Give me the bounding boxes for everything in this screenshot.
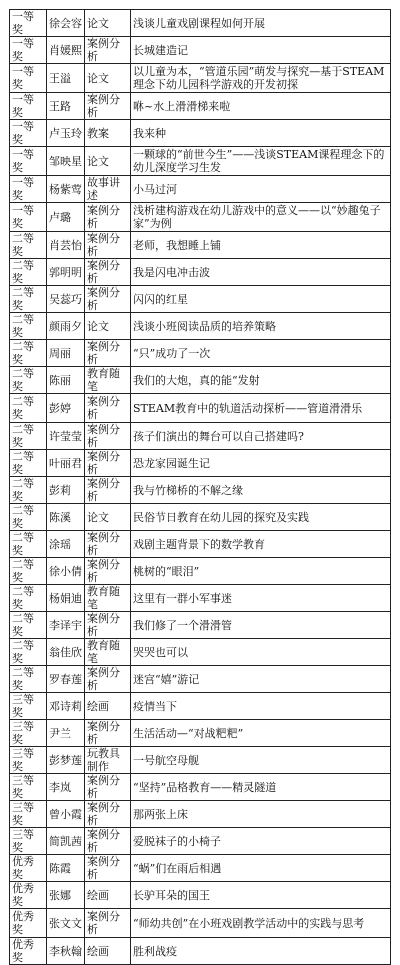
category-cell: 案例分析: [85, 394, 131, 423]
award-cell: 二等奖: [10, 313, 47, 340]
title-cell: 哭哭也可以: [131, 639, 391, 666]
table-row: [10, 938, 391, 965]
name-cell: 彭梦莲: [47, 747, 85, 774]
name-cell: 肖媛熙: [47, 37, 85, 64]
award-cell: 一等奖: [10, 120, 47, 147]
name-cell: 杨娟迪: [47, 585, 85, 612]
table-row: [10, 340, 391, 367]
category-cell: 案例分析: [85, 666, 131, 693]
table-row: [10, 504, 391, 531]
name-cell: 李岚: [47, 774, 85, 801]
category-cell: 玩教具制作: [85, 747, 131, 774]
award-cell: 一等奖: [10, 147, 47, 176]
title-cell: 一号航空母舰: [131, 747, 391, 774]
table-row: [10, 639, 391, 666]
name-cell: 陈溪: [47, 504, 85, 531]
award-cell: 优秀奖: [10, 882, 47, 909]
title-cell: 一颗球的“前世今生”——浅谈STEAM课程理念下的幼儿深度学习生发: [131, 147, 391, 176]
award-cell: 二等奖: [10, 450, 47, 477]
title-cell: “坚持”品格教育——精灵隧道: [131, 774, 391, 801]
category-cell: 绘画: [85, 938, 131, 965]
category-cell: 案例分析: [85, 286, 131, 313]
category-cell: 案例分析: [85, 855, 131, 882]
table-row: [10, 394, 391, 423]
award-cell: 二等奖: [10, 367, 47, 394]
award-cell: 三等奖: [10, 801, 47, 828]
name-cell: 郭明明: [47, 259, 85, 286]
name-cell: 邓诗莉: [47, 693, 85, 720]
title-cell: 民俗节日教育在幼儿园的探究及实践: [131, 504, 391, 531]
title-cell: 那两张上床: [131, 801, 391, 828]
category-cell: 案例分析: [85, 801, 131, 828]
name-cell: 彭莉: [47, 477, 85, 504]
table-row: [10, 450, 391, 477]
category-cell: 教案: [85, 120, 131, 147]
category-cell: 故事讲述: [85, 176, 131, 203]
award-cell: 一等奖: [10, 93, 47, 120]
category-cell: 案例分析: [85, 450, 131, 477]
title-cell: 恐龙家园诞生记: [131, 450, 391, 477]
title-cell: 长城建造记: [131, 37, 391, 64]
award-cell: 二等奖: [10, 477, 47, 504]
award-cell: 三等奖: [10, 828, 47, 855]
title-cell: 我来种: [131, 120, 391, 147]
table-row: [10, 313, 391, 340]
title-cell: 浅谈儿童戏剧课程如何开展: [131, 10, 391, 37]
category-cell: 案例分析: [85, 259, 131, 286]
name-cell: 李译宇: [47, 612, 85, 639]
name-cell: 彭婷: [47, 394, 85, 423]
category-cell: 论文: [85, 64, 131, 93]
award-cell: 二等奖: [10, 259, 47, 286]
title-cell: 浅谈小班阅读品质的培养策略: [131, 313, 391, 340]
table-row: [10, 531, 391, 558]
category-cell: 教育随笔: [85, 639, 131, 666]
title-cell: 我与竹梯桥的不解之缘: [131, 477, 391, 504]
name-cell: 肖芸怡: [47, 232, 85, 259]
title-cell: 这里有一群小军事迷: [131, 585, 391, 612]
award-cell: 一等奖: [10, 37, 47, 64]
name-cell: 邹映星: [47, 147, 85, 176]
category-cell: 案例分析: [85, 232, 131, 259]
category-cell: 案例分析: [85, 531, 131, 558]
title-cell: “师幼共创”在小班戏剧教学活动中的实践与思考: [131, 909, 391, 938]
award-cell: 优秀奖: [10, 909, 47, 938]
title-cell: 生活活动—“对战粑粑”: [131, 720, 391, 747]
table-row: [10, 93, 391, 120]
name-cell: 许莹莹: [47, 423, 85, 450]
name-cell: 王溢: [47, 64, 85, 93]
table-row: [10, 64, 391, 93]
category-cell: 论文: [85, 504, 131, 531]
award-cell: 三等奖: [10, 774, 47, 801]
category-cell: 案例分析: [85, 340, 131, 367]
table-row: [10, 367, 391, 394]
table-row: [10, 882, 391, 909]
award-cell: 二等奖: [10, 531, 47, 558]
table-row: [10, 612, 391, 639]
name-cell: 叶丽君: [47, 450, 85, 477]
award-cell: 三等奖: [10, 693, 47, 720]
category-cell: 案例分析: [85, 909, 131, 938]
title-cell: 咻~水上滑滑梯来啦: [131, 93, 391, 120]
awards-table-body: [10, 10, 391, 965]
title-cell: 闪闪的红星: [131, 286, 391, 313]
title-cell: 我们的大炮，真的能“发射: [131, 367, 391, 394]
award-cell: 三等奖: [10, 747, 47, 774]
award-cell: 三等奖: [10, 720, 47, 747]
name-cell: 徐会容: [47, 10, 85, 37]
name-cell: 徐小倩: [47, 558, 85, 585]
title-cell: 迷宫“嬉”游记: [131, 666, 391, 693]
category-cell: 案例分析: [85, 203, 131, 232]
table-row: [10, 909, 391, 938]
table-row: [10, 37, 391, 64]
category-cell: 案例分析: [85, 612, 131, 639]
title-cell: 浅析建构游戏在幼儿游戏中的意义——以“妙趣兔子家”为例: [131, 203, 391, 232]
name-cell: 王路: [47, 93, 85, 120]
award-cell: 优秀奖: [10, 855, 47, 882]
table-row: [10, 286, 391, 313]
table-row: [10, 232, 391, 259]
table-row: [10, 10, 391, 37]
table-row: [10, 259, 391, 286]
table-row: [10, 801, 391, 828]
title-cell: 戏剧主题背景下的数学教育: [131, 531, 391, 558]
category-cell: 案例分析: [85, 477, 131, 504]
table-row: [10, 720, 391, 747]
award-cell: 优秀奖: [10, 938, 47, 965]
table-row: [10, 747, 391, 774]
table-row: [10, 203, 391, 232]
table-row: [10, 120, 391, 147]
name-cell: 陈丽: [47, 367, 85, 394]
award-cell: 一等奖: [10, 64, 47, 93]
table-row: [10, 774, 391, 801]
name-cell: 简凯茜: [47, 828, 85, 855]
title-cell: 爱脱袜子的小椅子: [131, 828, 391, 855]
title-cell: 胜利战疫: [131, 938, 391, 965]
table-row: [10, 477, 391, 504]
title-cell: STEAM教育中的轨道活动探析——管道滑滑乐: [131, 394, 391, 423]
title-cell: 孩子们演出的舞台可以自己搭建吗?: [131, 423, 391, 450]
table-row: [10, 585, 391, 612]
title-cell: 以儿童为本，“管道乐园”萌发与探究—基于STEAM理念下幼儿园科学游戏的开发初探: [131, 64, 391, 93]
name-cell: 李秋翰: [47, 938, 85, 965]
title-cell: 长驴耳朵的国王: [131, 882, 391, 909]
award-cell: 二等奖: [10, 423, 47, 450]
name-cell: 罗春莲: [47, 666, 85, 693]
award-cell: 二等奖: [10, 286, 47, 313]
award-cell: 二等奖: [10, 340, 47, 367]
awards-table: [9, 9, 391, 965]
table-row: [10, 423, 391, 450]
category-cell: 案例分析: [85, 37, 131, 64]
name-cell: 周丽: [47, 340, 85, 367]
name-cell: 张文文: [47, 909, 85, 938]
title-cell: 老师，我想睡上铺: [131, 232, 391, 259]
category-cell: 案例分析: [85, 828, 131, 855]
category-cell: 案例分析: [85, 774, 131, 801]
table-row: [10, 855, 391, 882]
title-cell: 小马过河: [131, 176, 391, 203]
award-cell: 一等奖: [10, 203, 47, 232]
category-cell: 案例分析: [85, 93, 131, 120]
award-cell: 二等奖: [10, 585, 47, 612]
category-cell: 论文: [85, 10, 131, 37]
table-row: [10, 147, 391, 176]
category-cell: 案例分析: [85, 558, 131, 585]
award-cell: 一等奖: [10, 10, 47, 37]
name-cell: 曾小霞: [47, 801, 85, 828]
title-cell: “蜗”们在雨后相遇: [131, 855, 391, 882]
table-row: [10, 666, 391, 693]
title-cell: 我是闪电冲击波: [131, 259, 391, 286]
category-cell: 案例分析: [85, 720, 131, 747]
award-cell: 二等奖: [10, 558, 47, 585]
category-cell: 论文: [85, 147, 131, 176]
title-cell: 我们修了一个滑滑管: [131, 612, 391, 639]
table-row: [10, 693, 391, 720]
name-cell: 张娜: [47, 882, 85, 909]
name-cell: 吴蕊巧: [47, 286, 85, 313]
category-cell: 教育随笔: [85, 585, 131, 612]
category-cell: 教育随笔: [85, 367, 131, 394]
category-cell: 绘画: [85, 693, 131, 720]
title-cell: 疫情当下: [131, 693, 391, 720]
name-cell: 杨紫莺: [47, 176, 85, 203]
title-cell: “只”成功了一次: [131, 340, 391, 367]
name-cell: 尹兰: [47, 720, 85, 747]
table-row: [10, 558, 391, 585]
name-cell: 卢璐: [47, 203, 85, 232]
award-cell: 二等奖: [10, 232, 47, 259]
name-cell: 颜雨夕: [47, 313, 85, 340]
category-cell: 案例分析: [85, 423, 131, 450]
award-cell: 二等奖: [10, 639, 47, 666]
name-cell: 卢玉玲: [47, 120, 85, 147]
award-cell: 一等奖: [10, 176, 47, 203]
table-row: [10, 176, 391, 203]
award-cell: 二等奖: [10, 394, 47, 423]
award-cell: 二等奖: [10, 504, 47, 531]
award-cell: 二等奖: [10, 612, 47, 639]
title-cell: 桃树的“眼泪”: [131, 558, 391, 585]
name-cell: 翁佳欣: [47, 639, 85, 666]
table-row: [10, 828, 391, 855]
category-cell: 绘画: [85, 882, 131, 909]
award-cell: 二等奖: [10, 666, 47, 693]
name-cell: 陈霞: [47, 855, 85, 882]
category-cell: 论文: [85, 313, 131, 340]
name-cell: 涂瑶: [47, 531, 85, 558]
